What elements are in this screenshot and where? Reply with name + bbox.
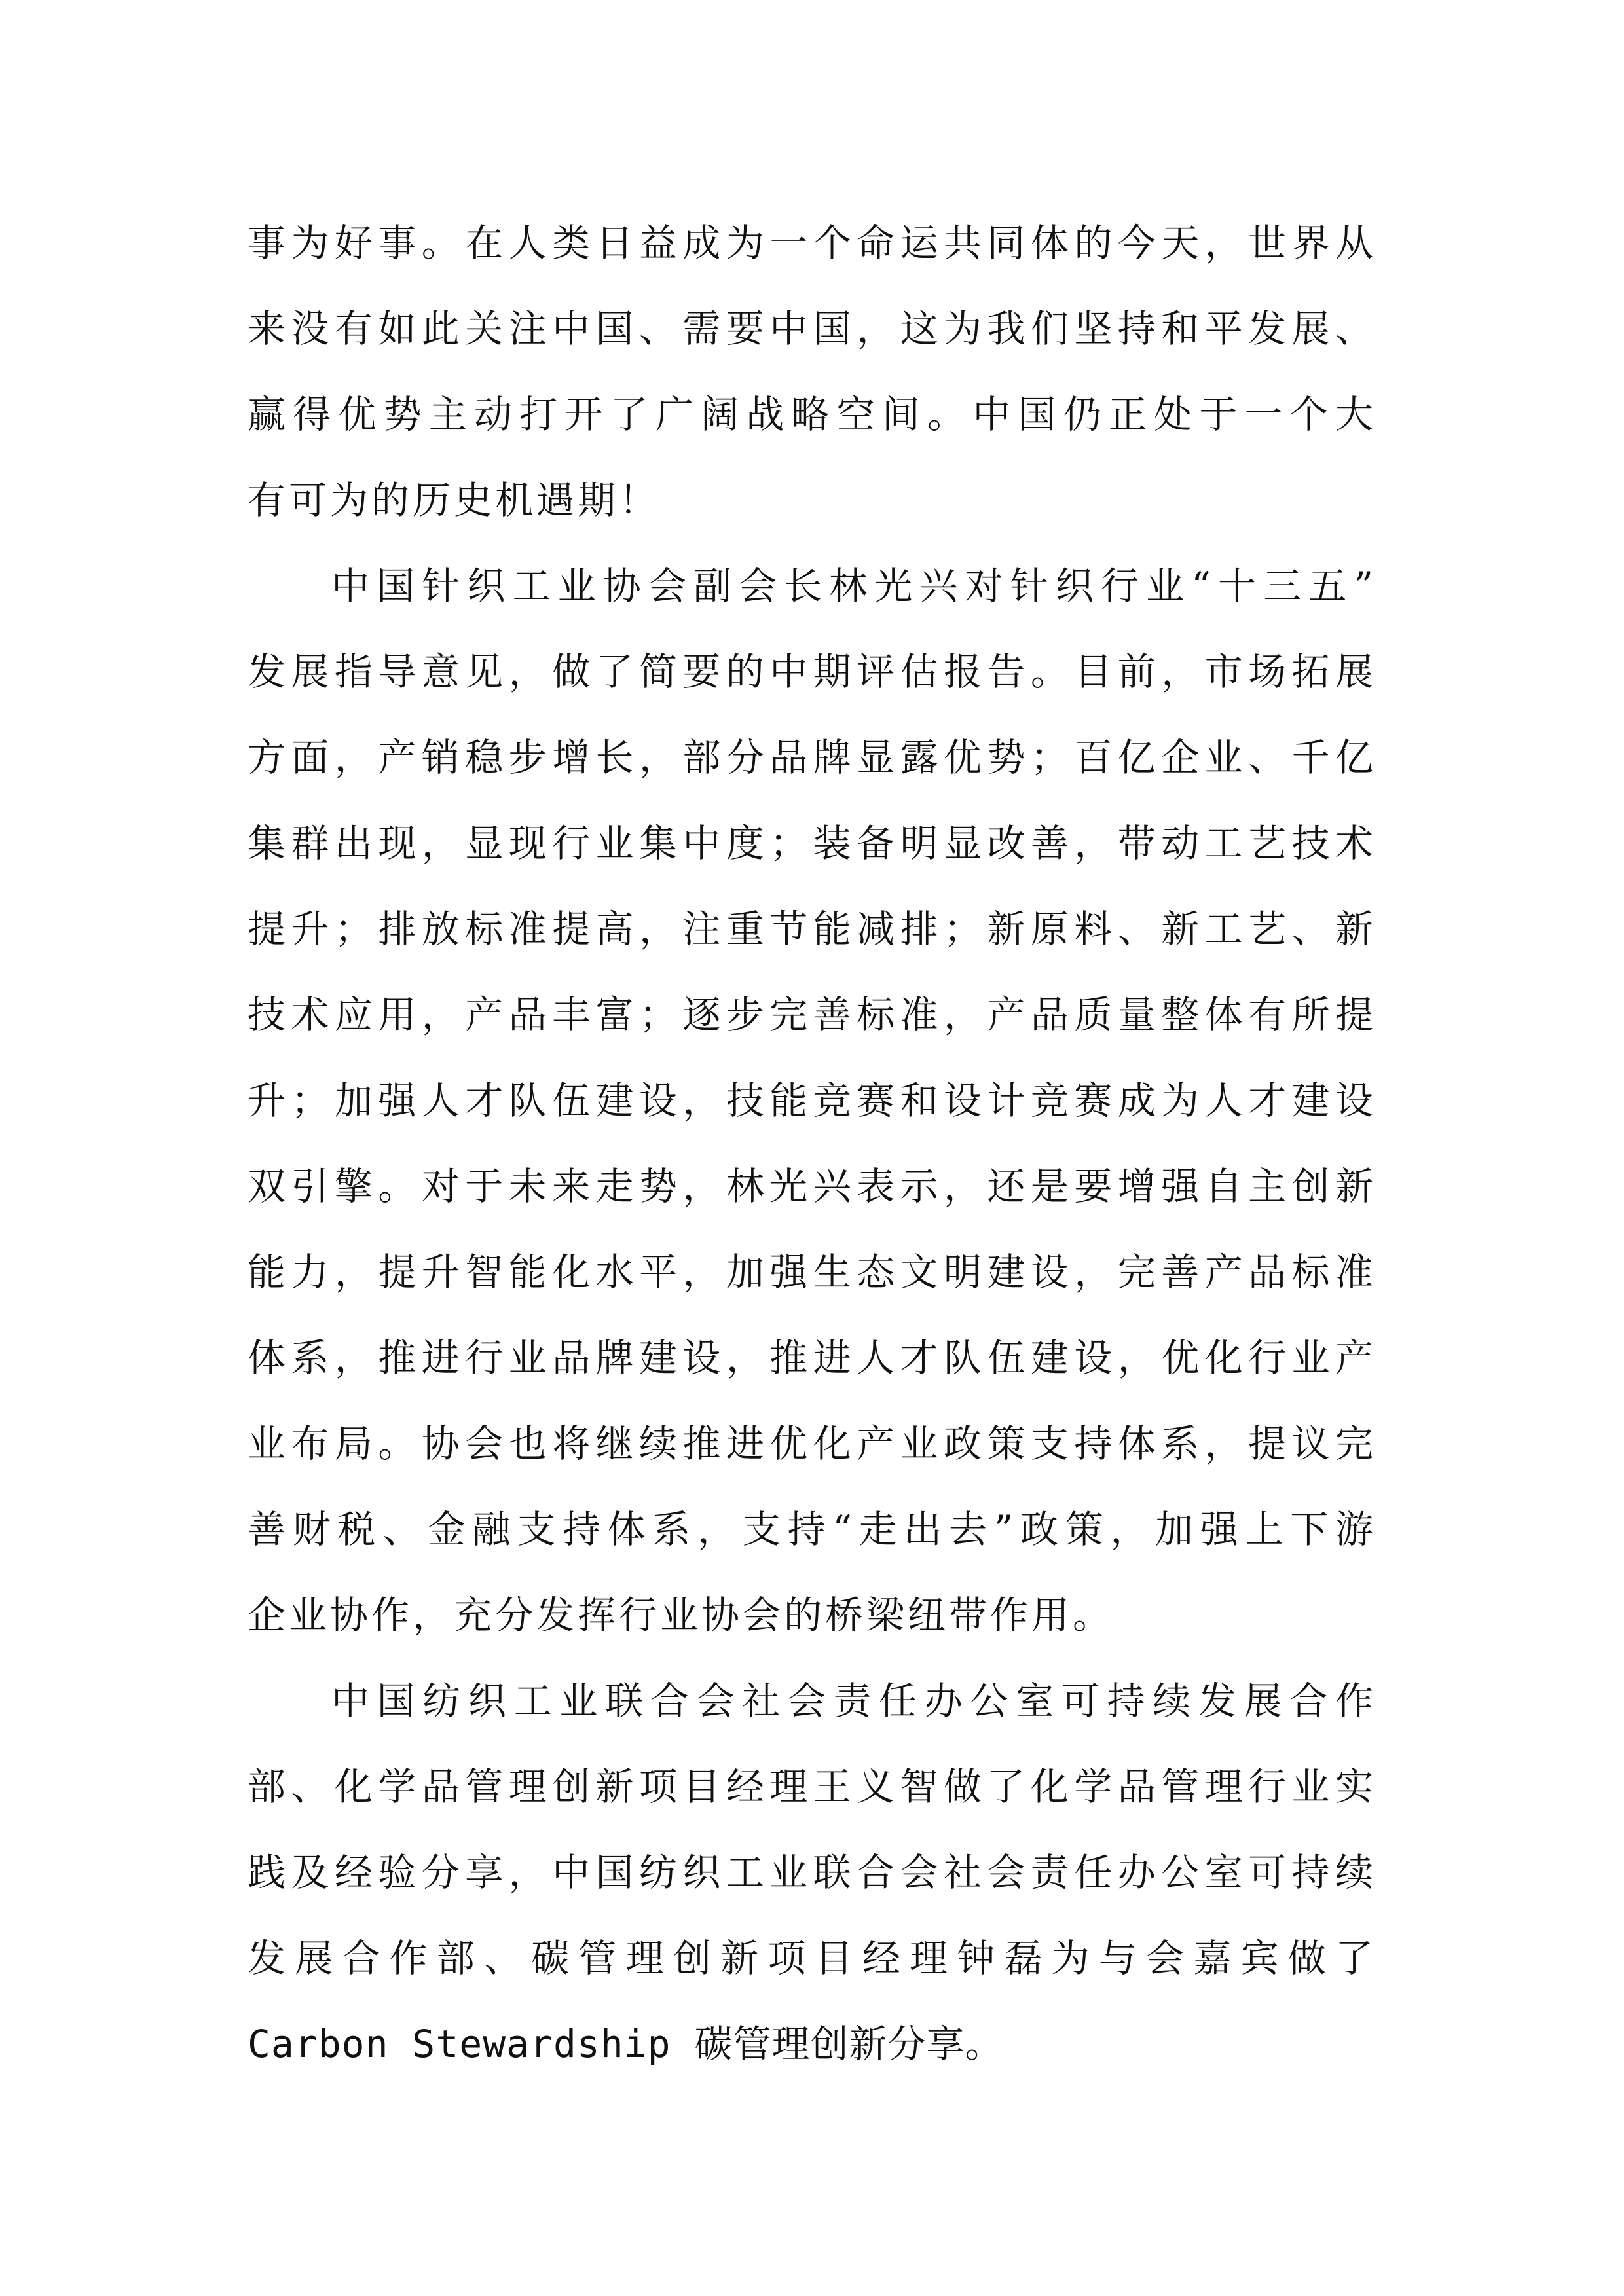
text-line: 事为好事。在人类日益成为一个命运共同体的今天，世界从	[248, 221, 1376, 265]
text-line: 提升；排放标准提高，注重节能减排；新原料、新工艺、新	[248, 907, 1376, 951]
text-line: 中国纺织工业联合会社会责任办公室可持续发展合作	[331, 1679, 1376, 1723]
text-line: 业布局。协会也将继续推进优化产业政策支持体系，提议完	[248, 1421, 1376, 1466]
body-text	[248, 200, 1376, 2087]
text-line: 体系，推进行业品牌建设，推进人才队伍建设，优化行业产	[248, 1336, 1376, 1380]
text-line: Carbon Stewardship 碳管理创新分享。	[248, 2022, 1004, 2066]
text-line: 方面，产销稳步增长，部分品牌显露优势；百亿企业、千亿	[248, 735, 1376, 780]
text-line: 部、化学品管理创新项目经理王义智做了化学品管理行业实	[248, 1764, 1376, 1809]
text-line: 能力，提升智能化水平，加强生态文明建设，完善产品标准	[248, 1250, 1376, 1294]
text-line: 双引擎。对于未来走势，林光兴表示，还是要增强自主创新	[248, 1164, 1376, 1209]
text-line: 发展合作部、碳管理创新项目经理钟磊为与会嘉宾做了	[248, 1936, 1376, 1980]
text-line: 善财税、金融支持体系，支持“走出去”政策，加强上下游	[248, 1507, 1376, 1552]
text-line: 技术应用，产品丰富；逐步完善标准，产品质量整体有所提	[248, 993, 1376, 1037]
text-line: 中国针织工业协会副会长林光兴对针织行业“十三五”	[331, 564, 1376, 608]
text-line: 企业协作，充分发挥行业协会的桥梁纽带作用。	[248, 1593, 1115, 1637]
text-line: 有可为的历史机遇期！	[248, 478, 661, 522]
text-line: 来没有如此关注中国、需要中国，这为我们坚持和平发展、	[248, 306, 1376, 351]
text-line: 赢得优势主动打开了广阔战略空间。中国仍正处于一个大	[248, 392, 1376, 437]
text-line: 集群出现，显现行业集中度；装备明显改善，带动工艺技术	[248, 821, 1376, 866]
text-line: 发展指导意见，做了简要的中期评估报告。目前，市场拓展	[248, 649, 1376, 694]
text-line: 升；加强人才队伍建设，技能竞赛和设计竞赛成为人才建设	[248, 1078, 1376, 1123]
text-line: 践及经验分享，中国纺织工业联合会社会责任办公室可持续	[248, 1850, 1376, 1895]
